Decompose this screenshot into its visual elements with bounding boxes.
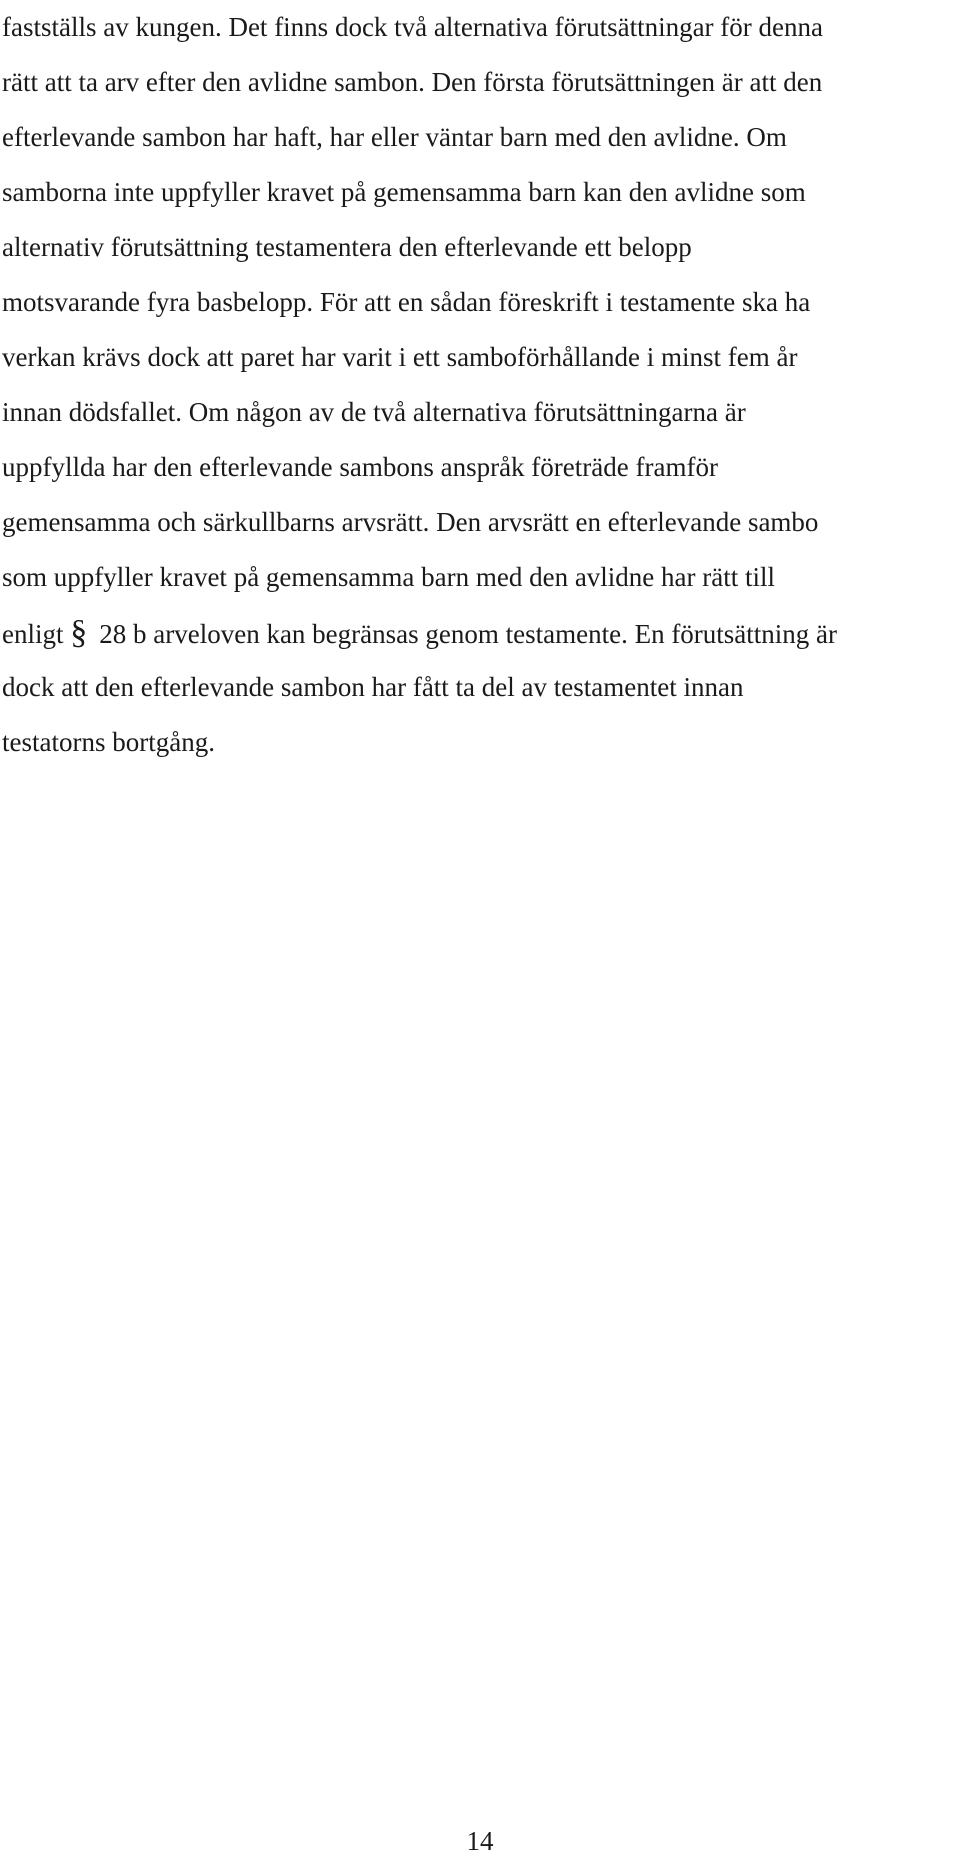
text-line: fastställs av kungen. Det finns dock två alternativa förutsättningar för denna [2,12,823,42]
text-line: gemensamma och särkullbarns arvsrätt. Den arvsrätt en efterlevande sambo [2,507,819,537]
section-sign: § [70,614,88,651]
text-line: verkan krävs dock att paret har varit i ett samboförhållande i minst fem år [2,342,798,372]
text-line: motsvarande fyra basbelopp. För att en sådan föreskrift i testamente ska ha [2,287,811,317]
text-line: som uppfyller kravet på gemensamma barn med den avlidne har rätt till [2,562,775,592]
text-line: alternativ förutsättning testamentera den efterlevande ett belopp [2,232,692,262]
text-line: innan dödsfallet. Om någon av de två alternativa förutsättningarna är [2,397,746,427]
line-suffix: 28 b arveloven kan begränsas genom testamente. En förutsättning är [99,619,838,649]
page-number: 14 [466,1826,494,1856]
text-line: rätt att ta arv efter den avlidne sambon. Den första förutsättningen är att den [2,67,823,97]
text-line: uppfyllda har den efterlevande sambons anspråk företräde framför [2,452,718,482]
text-line: testatorns bortgång. [2,727,215,757]
text-line [2,605,957,660]
text-line: dock att den efterlevande sambon har fått ta del av testamentet innan [2,672,744,702]
text-line: samborna inte uppfyller kravet på gemensamma barn kan den avlidne som [2,177,806,207]
text-line: efterlevande sambon har haft, har eller väntar barn med den avlidne. Om [2,122,787,152]
body-paragraph [2,0,957,770]
line-prefix: enligt [2,619,64,649]
